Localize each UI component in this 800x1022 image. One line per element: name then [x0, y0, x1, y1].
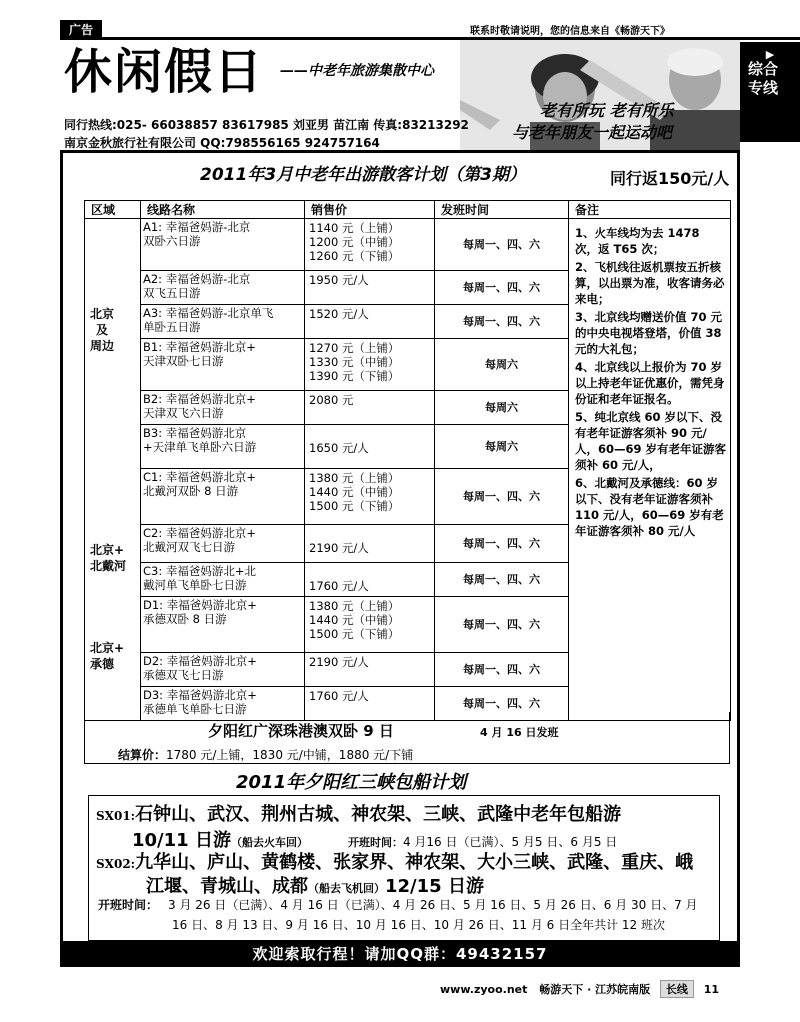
schedule-cell: 每周六 — [435, 339, 569, 391]
footer-tag: 长线 — [660, 980, 694, 998]
schedule-cell: 每周一、四、六 — [435, 563, 569, 597]
schedule-cell: 每周一、四、六 — [435, 219, 569, 271]
contact-note: 联系时敬请说明，您的信息来自《畅游天下》 — [470, 26, 670, 37]
schedule-cell: 每周一、四、六 — [435, 469, 569, 525]
route-cell: A2: 幸福爸妈游-北京 双飞五日游 — [141, 271, 305, 305]
rebate-label: 同行返150元/人 — [610, 169, 730, 188]
sunset-date: 4 月 16 日发班 — [480, 726, 559, 739]
region-chengde — [90, 640, 124, 672]
cruise-title: 2011年夕阳红三峡包船计划 — [236, 772, 467, 793]
schedule-cell: 每周六 — [435, 391, 569, 425]
sx02-route-1: 九华山、庐山、黄鹤楼、张家界、神农架、大小三峡、武隆、重庆、峨 — [135, 852, 694, 873]
qq-banner: 欢迎索取行程！请加QQ群：49432157 — [60, 941, 740, 967]
route-cell: D3: 幸福爸妈游北京+ 承德单飞单卧七日游 — [141, 687, 305, 721]
dep-line-2: 16 日、8 月 13 日、9 月 16 日、10 月 16 日、10 月 26 日、11 月 6 日全年共计 12 班次 — [172, 918, 665, 932]
plan-title-suffix: 期） — [492, 165, 526, 185]
price-cell: 2190 元/人 — [305, 525, 435, 563]
note-item: 3、北京线均赠送价值 70 元的中央电视塔登塔，价值 38 元的大礼包； — [575, 310, 723, 356]
price-cell: 1380 元（上铺） 1440 元（中铺） 1500 元（下铺） — [305, 469, 435, 525]
region-label: 北京+ — [90, 641, 125, 655]
price-cell: 2190 元/人 — [305, 653, 435, 687]
dep-line-1: 3 月 26 日（已满）、4 月 16 日（已满）、4 月 26 日、5 月 16 日、5 月 26 日、6 月 30 日、7 月 — [168, 898, 698, 912]
price-cell: 1380 元（上铺） 1440 元（中铺） 1500 元（下铺） — [305, 597, 435, 653]
note-item: 2、飞机线往返机票按五折核算，以出票为准，收客请务必来电； — [575, 260, 725, 306]
route-cell: A1: 幸福爸妈游-北京 双卧六日游 — [141, 219, 305, 271]
header-schedule: 发班时间 — [435, 201, 569, 219]
page-number: 11 — [703, 983, 720, 996]
schedule-cell: 每周一、四、六 — [435, 305, 569, 339]
table-header-row — [85, 201, 731, 219]
route-cell: B1: 幸福爸妈游北京+ 天津双卧七日游 — [141, 339, 305, 391]
ad-tag: 广告 — [60, 20, 102, 40]
tour-table — [84, 200, 731, 721]
brand-subtitle: ——中老年旅游集散中心 — [280, 63, 434, 79]
sx02-route-line — [96, 848, 693, 874]
price-cell: 1520 元/人 — [305, 305, 435, 339]
route-cell: B3: 幸福爸妈游北京 +天津单飞单卧六日游 — [141, 425, 305, 469]
price-cell: 1950 元/人 — [305, 271, 435, 305]
table-body — [85, 219, 731, 721]
schedule-cell: 每周一、四、六 — [435, 653, 569, 687]
arrow-icon: ▶ — [765, 48, 775, 61]
sx02-days: 12/15 日游 — [385, 876, 484, 897]
footer — [440, 980, 719, 998]
plan-title — [200, 160, 526, 185]
header-route: 线路名称 — [141, 201, 305, 219]
header-notes: 备注 — [569, 201, 731, 219]
brand-title: 休闲假日 — [64, 44, 265, 100]
price-cell: 1270 元（上铺） 1330 元（中铺） 1390 元（下铺） — [305, 339, 435, 391]
price-cell: 2080 元 — [305, 391, 435, 425]
note-item: 6、北戴河及承德线：60 岁以下、没有老年证游客须补 110 元/人，60—69 岁有老年证游客须补 80 元/人 — [575, 476, 724, 538]
route-cell: B2: 幸福爸妈游北京+ 天津双飞六日游 — [141, 391, 305, 425]
route-cell: C1: 幸福爸妈游北京+ 北戴河双卧 8 日游 — [141, 469, 305, 525]
sx02-note: （船去飞机回） — [308, 882, 385, 895]
route-cell: C3: 幸福爸妈游北+北 戴河单飞单卧七日游 — [141, 563, 305, 597]
note-item: 1、火车线均为去 1478 次，返 T65 次； — [575, 226, 700, 256]
side-tab-label-2: 专线 — [748, 79, 779, 97]
header-price: 销售价 — [305, 201, 435, 219]
sunset-price — [118, 746, 413, 763]
schedule-cell: 每周一、四、六 — [435, 271, 569, 305]
sx01-note: （船去火车回） — [230, 836, 308, 849]
route-cell: C2: 幸福爸妈游北京+ 北戴河双飞七日游 — [141, 525, 305, 563]
sx02-code: SX02: — [96, 857, 136, 871]
hotline: 同行热线:025- 66038857 83617985 刘亚男 苗江南 传真:83213292 — [64, 118, 469, 132]
sx01-route: 石钟山、武汉、荆州古城、神农架、三峡、武隆中老年包船游 — [135, 804, 622, 825]
region-beidaihe — [90, 542, 126, 574]
table-row — [85, 219, 731, 271]
sunset-title: 夕阳红广深珠港澳双卧 9 日 — [208, 722, 394, 740]
side-tab-label-1: 综合 — [748, 60, 779, 78]
region-beijing — [90, 306, 114, 354]
region-label: 北戴河 — [90, 559, 127, 573]
section-side-tab — [740, 42, 800, 142]
schedule-cell: 每周一、四、六 — [435, 525, 569, 563]
footer-url[interactable]: www.zyoo.net — [440, 983, 528, 996]
price-cell: 1650 元/人 — [305, 425, 435, 469]
price-cell: 1760 元/人 — [305, 687, 435, 721]
sx02-route-2: 江堰、青城山、成都 — [146, 876, 308, 897]
sx01-dep-label: 开班时间： — [347, 836, 403, 849]
company-line: 南京金秋旅行社有限公司 QQ:798556165 924757164 — [64, 136, 380, 150]
region-label: 北京+ — [90, 543, 125, 557]
route-cell: A3: 幸福爸妈游-北京单飞 单卧五日游 — [141, 305, 305, 339]
sx01-code: SX01: — [96, 809, 136, 823]
slogan-2: 与老年朋友一起运动吧 — [512, 123, 673, 142]
sx01-dep: 4 月16 日（已满）、5 月5 日、6 月5 日 — [402, 835, 618, 849]
sx01-days: 10/11 日游 — [132, 830, 231, 851]
region-label: 周边 — [90, 339, 115, 353]
plan-title-issue: 3 — [480, 165, 492, 185]
route-cell: D2: 幸福爸妈游北京+ 承德双飞七日游 — [141, 653, 305, 687]
plan-title-prefix: 2011年3月中老年出游散客计划（第 — [200, 165, 481, 185]
region-label: 北京 — [90, 307, 115, 321]
footer-publication: 畅游天下 · 江苏皖南版 — [539, 983, 651, 996]
schedule-cell: 每周一、四、六 — [435, 687, 569, 721]
schedule-cell: 每周一、四、六 — [435, 597, 569, 653]
dep-label: 开班时间： — [98, 898, 159, 912]
sx02-route-line-2 — [146, 872, 484, 898]
header-region: 区域 — [85, 201, 141, 219]
price-cell: 1760 元/人 — [305, 563, 435, 597]
schedule-cell: 每周六 — [435, 425, 569, 469]
slogan-1: 老有所玩 老有所乐 — [540, 101, 674, 120]
settle-value: 1780 元/上铺，1830 元/中铺，1880 元/下铺 — [166, 748, 414, 762]
notes-cell — [569, 219, 731, 721]
sx01-route-line — [96, 800, 621, 826]
region-label: 承德 — [90, 657, 115, 671]
note-item: 5、纯北京线 60 岁以下、没有老年证游客须补 90 元/人，60—69 岁有老年证游客须补 60 元/人， — [575, 410, 727, 472]
route-cell: D1: 幸福爸妈游北京+ 承德双卧 8 日游 — [141, 597, 305, 653]
settle-label: 结算价： — [118, 748, 167, 762]
top-rule — [60, 18, 800, 40]
note-item: 4、北京线以上报价为 70 岁以上持老年证优惠价，需凭身份证和老年证报名。 — [575, 360, 725, 406]
region-label: 及 — [96, 323, 109, 337]
price-cell: 1140 元（上铺） 1200 元（中铺） 1260 元（下铺） — [305, 219, 435, 271]
